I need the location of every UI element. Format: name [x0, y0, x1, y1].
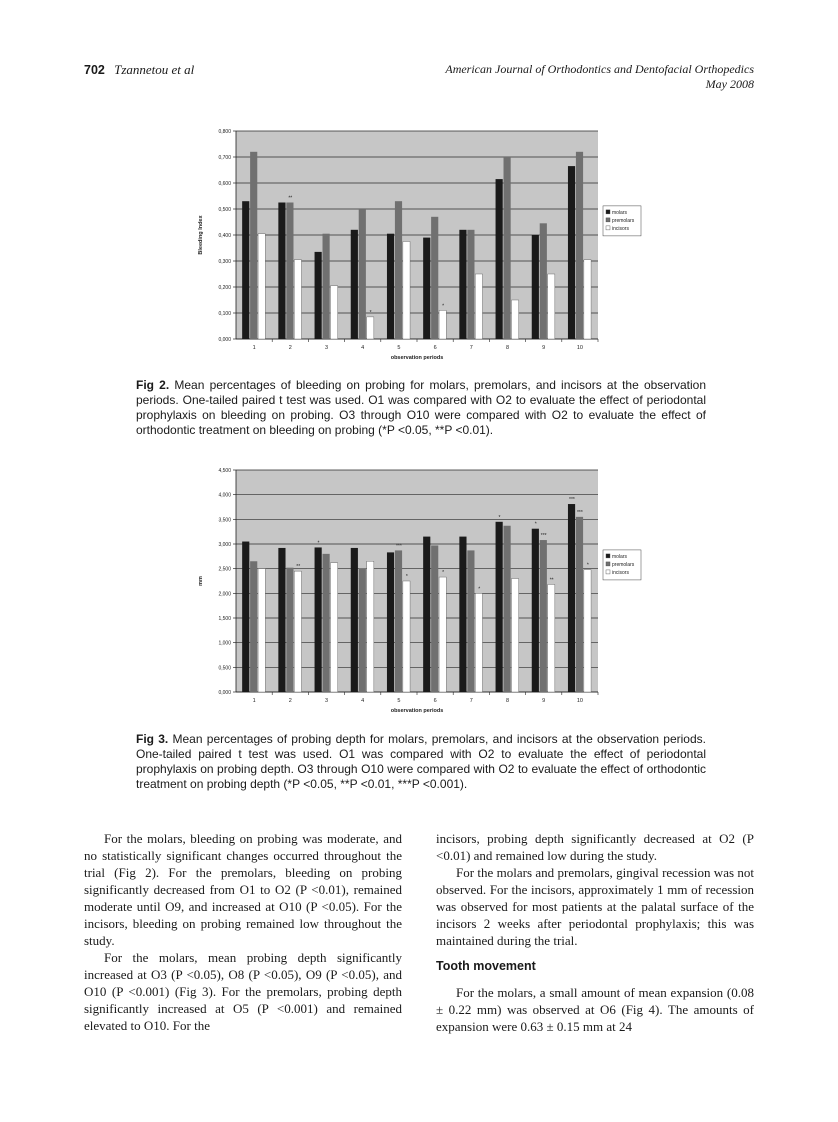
bar-incisors-9 — [548, 274, 555, 339]
significance-marker: ** — [288, 195, 293, 202]
y-tick-label: 4,500 — [218, 468, 231, 474]
bar-molars-10 — [568, 504, 575, 692]
significance-marker: ** — [549, 577, 554, 584]
body-paragraph: For the molars and premolars, gingival recession was not observed. For the incisors, approximately 1 mm of recession was observed for most patients at the palatal surface of the incisors 2 weeks after periodontal prophylaxis; this was maintained during the trial. — [436, 865, 754, 948]
bar-premolars-9 — [540, 223, 547, 339]
bar-incisors-4 — [367, 317, 374, 339]
y-tick-label: 0,700 — [218, 155, 231, 161]
bar-incisors-1 — [258, 234, 265, 339]
bar-incisors-3 — [330, 286, 337, 339]
x-tick-label: 9 — [542, 345, 546, 351]
significance-marker: * — [478, 586, 481, 593]
y-tick-label: 0,000 — [218, 337, 231, 343]
bar-molars-6 — [423, 537, 430, 692]
bar-premolars-6 — [431, 217, 438, 339]
body-paragraph: For the molars, bleeding on probing was moderate, and no statistically significant changes occurred throughout the trial (Fig 2). For the premolars, bleeding on probing significantly decreased from O1 to O2 (P <0.01), remained moderate until O9, and increased at O10 (P <0.05). For the incisors, bleeding on probing remained low throughout the study. — [84, 831, 402, 948]
y-tick-label: 0,500 — [218, 665, 231, 672]
significance-marker: *** — [576, 509, 583, 516]
legend-label: premolars — [612, 561, 635, 568]
significance-marker: * — [534, 521, 537, 528]
bar-premolars-9 — [540, 540, 547, 692]
bar-incisors-3 — [330, 563, 337, 692]
page-number: 702 — [84, 63, 105, 77]
bar-premolars-10 — [576, 517, 583, 692]
bar-incisors-6 — [439, 310, 446, 339]
bar-chart — [190, 462, 650, 720]
x-tick-label: 6 — [433, 698, 437, 704]
bar-premolars-6 — [431, 545, 438, 692]
x-tick-label: 2 — [288, 698, 292, 704]
significance-marker: * — [317, 540, 320, 547]
x-tick-label: 7 — [469, 345, 473, 351]
bar-molars-9 — [532, 529, 539, 692]
bar-premolars-2 — [286, 203, 293, 340]
y-tick-label: 0,800 — [218, 129, 231, 135]
y-tick-label: 2,000 — [218, 591, 231, 598]
bar-chart — [190, 123, 650, 367]
bar-molars-1 — [242, 542, 249, 692]
bar-molars-4 — [351, 548, 358, 692]
figure-3-caption-text: Mean percentages of probing depth for molars, premolars, and incisors at the observation periods. One-tailed paired t test was used. O1 was compared with O2 to evaluate the effect of periodontal prophylaxis on probing depth. O3 through O10 were compared with O2 to evaluate the effect of orthodontic treatment on probing depth (*P <0.05, **P <0.01, ***P <0.001). — [136, 732, 706, 791]
x-tick-label: 8 — [505, 345, 510, 351]
significance-marker: *** — [540, 533, 547, 540]
legend-swatch — [606, 562, 610, 566]
legend-label: molars — [612, 553, 628, 560]
bar-incisors-9 — [548, 584, 555, 692]
x-tick-label: 7 — [469, 698, 473, 704]
figure-2-chart — [190, 123, 650, 367]
body-column-right — [436, 830, 754, 1035]
y-tick-label: 0,300 — [218, 259, 231, 265]
bar-premolars-7 — [467, 230, 474, 339]
bar-incisors-2 — [294, 260, 301, 339]
significance-marker: *** — [395, 543, 402, 550]
x-tick-label: 3 — [324, 698, 329, 704]
x-tick-label: 10 — [576, 345, 583, 351]
bar-premolars-8 — [504, 526, 511, 692]
bar-molars-8 — [496, 179, 503, 339]
significance-marker: * — [369, 309, 372, 316]
y-tick-label: 0,600 — [218, 181, 231, 187]
y-tick-label: 4,000 — [218, 492, 231, 499]
significance-marker: ** — [296, 564, 301, 571]
figure-3-caption — [136, 732, 706, 792]
x-tick-label: 2 — [288, 345, 292, 351]
bar-incisors-8 — [511, 579, 518, 692]
significance-marker: * — [586, 562, 589, 569]
bar-premolars-1 — [250, 561, 257, 692]
legend-label: molars — [612, 209, 628, 216]
x-tick-label: 1 — [252, 345, 256, 351]
y-tick-label: 1,000 — [218, 640, 231, 647]
y-tick-label: 0,500 — [218, 207, 231, 213]
y-axis-label: Bleeding Index — [198, 215, 204, 255]
bar-incisors-5 — [403, 242, 410, 340]
y-axis-label: mm — [198, 576, 204, 586]
legend-label: premolars — [612, 217, 635, 224]
body-column-left — [84, 830, 402, 1034]
running-header-left — [84, 62, 194, 78]
bar-premolars-10 — [576, 152, 583, 339]
bar-incisors-4 — [367, 561, 374, 692]
legend-label: incisors — [612, 225, 629, 232]
x-axis-label: observation periods — [390, 355, 444, 361]
significance-marker: *** — [569, 497, 575, 504]
issue-date: May 2008 — [705, 77, 754, 91]
figure-3-label: Fig 3. — [136, 732, 169, 746]
bar-premolars-3 — [323, 554, 330, 692]
bar-molars-2 — [278, 203, 285, 340]
running-header-right — [445, 62, 754, 92]
y-tick-label: 1,500 — [218, 616, 231, 622]
bar-molars-10 — [568, 166, 575, 339]
bar-premolars-2 — [286, 568, 293, 692]
x-tick-label: 3 — [324, 345, 329, 351]
bar-premolars-8 — [504, 157, 511, 339]
significance-marker: * — [498, 514, 501, 521]
x-tick-label: 6 — [433, 345, 437, 351]
x-axis-label: observation periods — [390, 708, 444, 714]
figure-3-chart — [190, 462, 650, 720]
x-tick-label: 9 — [542, 698, 546, 704]
legend-swatch — [606, 210, 610, 214]
section-heading: Tooth movement — [436, 959, 536, 973]
x-tick-label: 8 — [505, 698, 510, 704]
bar-premolars-1 — [250, 152, 257, 339]
bar-premolars-5 — [395, 201, 402, 339]
bar-incisors-7 — [475, 274, 482, 339]
y-tick-label: 2,500 — [218, 566, 231, 573]
y-tick-label: 0,000 — [218, 690, 231, 696]
bar-premolars-3 — [323, 234, 330, 339]
bar-incisors-10 — [584, 260, 591, 339]
bar-molars-3 — [315, 547, 322, 692]
bar-incisors-6 — [439, 577, 446, 692]
bar-premolars-7 — [467, 550, 474, 692]
significance-marker: * — [442, 570, 445, 577]
x-tick-label: 1 — [252, 698, 256, 704]
bar-molars-5 — [387, 552, 394, 692]
running-authors: Tzannetou et al — [114, 62, 195, 77]
y-tick-label: 0,400 — [218, 233, 231, 239]
body-paragraph: incisors, probing depth significantly decreased at O2 (P <0.01) and remained low during the study. — [436, 831, 754, 863]
bar-molars-7 — [459, 537, 466, 692]
bar-premolars-4 — [359, 209, 366, 339]
bar-molars-2 — [278, 548, 285, 692]
x-tick-label: 5 — [397, 345, 401, 351]
y-tick-label: 0,200 — [218, 285, 231, 291]
bar-premolars-5 — [395, 550, 402, 692]
bar-molars-4 — [351, 230, 358, 339]
bar-molars-3 — [315, 252, 322, 339]
legend-swatch — [606, 570, 610, 574]
bar-incisors-10 — [584, 570, 591, 692]
y-tick-label: 3,500 — [218, 517, 231, 524]
y-tick-label: 3,000 — [218, 542, 231, 548]
significance-marker: * — [442, 303, 445, 310]
bar-molars-7 — [459, 230, 466, 339]
x-tick-label: 4 — [361, 345, 365, 351]
body-paragraph: For the molars, a small amount of mean expansion (0.08 ± 0.22 mm) was observed at O6 (Fig 4). The amounts of expansion were 0.63 ± 0.15 mm at 24 — [436, 985, 754, 1034]
legend-label: incisors — [612, 569, 629, 576]
legend-swatch — [606, 554, 610, 558]
legend-swatch — [606, 226, 610, 230]
bar-molars-5 — [387, 234, 394, 339]
bar-molars-9 — [532, 235, 539, 339]
legend-swatch — [606, 218, 610, 222]
bar-molars-6 — [423, 238, 430, 339]
bar-incisors-5 — [403, 581, 410, 692]
figure-2-caption-text: Mean percentages of bleeding on probing for molars, premolars, and incisors at the observation periods. One-tailed paired t test was used. O1 was compared with O2 to evaluate the effect of periodontal prophylaxis on bleeding on probing. O3 through O10 were compared with O2 to evaluate the effect of orthodontic treatment on bleeding on probing (*P <0.05, **P <0.01). — [136, 378, 706, 437]
bar-premolars-4 — [359, 569, 366, 692]
figure-2-caption — [136, 378, 706, 438]
journal-name: American Journal of Orthodontics and Dentofacial Orthopedics — [445, 62, 754, 76]
bar-incisors-8 — [511, 300, 518, 339]
bar-incisors-2 — [294, 571, 301, 692]
y-tick-label: 0,100 — [218, 311, 231, 317]
x-tick-label: 5 — [397, 698, 401, 704]
figure-2-label: Fig 2. — [136, 378, 170, 392]
bar-molars-1 — [242, 201, 249, 339]
bar-molars-8 — [496, 522, 503, 692]
x-tick-label: 10 — [576, 698, 583, 704]
bar-incisors-7 — [475, 593, 482, 692]
significance-marker: * — [405, 574, 408, 580]
x-tick-label: 4 — [361, 698, 365, 704]
body-paragraph: For the molars, mean probing depth significantly increased at O3 (P <0.05), O8 (P <0.05), O9 (P <0.05), and O10 (P <0.001) (Fig 3). For the premolars, probing depth significantly increased at O5 (P <0.001) and remained elevated to O10. For the — [84, 950, 402, 1033]
bar-incisors-1 — [258, 569, 265, 692]
